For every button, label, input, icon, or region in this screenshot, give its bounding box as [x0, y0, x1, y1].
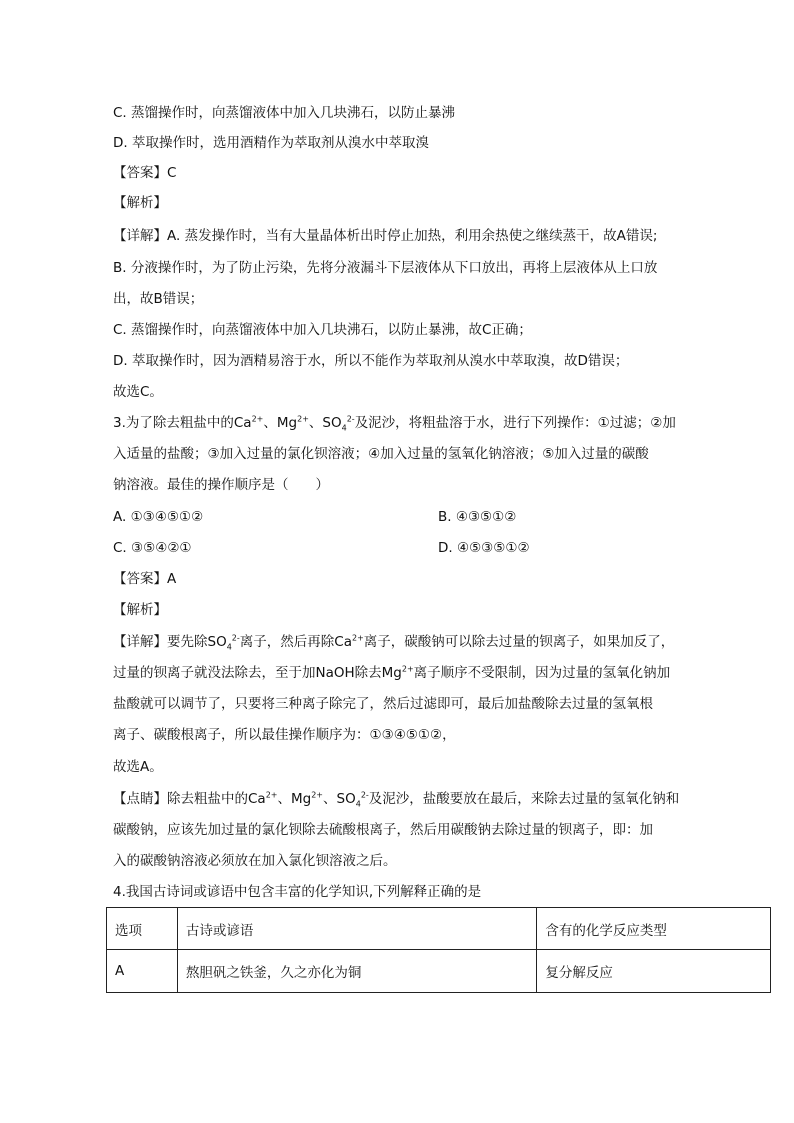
p1-so4-charge: 2-: [360, 790, 369, 800]
explain-line-4: 离子、碳酸根离子，所以最佳操作顺序为：①③④⑤①②，: [113, 727, 456, 743]
header-option: 选项: [107, 908, 178, 950]
detail-line-6: 故选C。: [113, 384, 163, 400]
detail-line-4: C. 蒸馏操作时，向蒸馏液体中加入几块沸石，以防止暴沸，故C正确；: [113, 322, 532, 338]
e2-mg: Mg: [381, 665, 402, 681]
e2-suffix: 离子顺序不受限制，因为过量的氢氧化钠加: [413, 665, 671, 681]
answer-label-2: 【答案】A: [113, 571, 177, 587]
option-d: D. ④⑤③⑤①②: [438, 540, 530, 556]
question-3-line-1: [113, 413, 676, 433]
detail-line-2: B. 分液操作时，为了防止污染，先将分液漏斗下层液体从下口放出，再将上层液体从上口放: [113, 260, 658, 276]
table-row: [107, 950, 771, 993]
so4-subscript: 4: [341, 423, 347, 433]
cell-reaction-type: 复分解反应: [537, 950, 771, 993]
e1-so4-subscript: 4: [226, 642, 232, 652]
header-poem: 古诗或谚语: [177, 908, 536, 950]
e1-so4-charge: 2-: [231, 633, 240, 643]
explain-line-1: [113, 632, 674, 652]
option-a: A. ①③④⑤①②: [113, 509, 204, 525]
q3-sep2: 、SO: [308, 415, 342, 431]
analysis-label-2: 【解析】: [113, 602, 167, 618]
e2-mg-charge: 2+: [401, 664, 414, 674]
question-3-line-2: 入适量的盐酸；③加入过量的氯化钡溶液；④加入过量的氢氧化钠溶液；⑤加入过量的碳酸: [113, 446, 649, 462]
table-header-row: [107, 908, 771, 950]
explain-line-3: 盐酸就可以调节了，只要将三种离子除完了，然后过滤即可，最后加盐酸除去过量的氢氧根: [113, 696, 653, 712]
p1-mg-charge: 2+: [311, 790, 324, 800]
e1-suffix: 离子，碳酸钠可以除去过量的钡离子，如果加反了，: [363, 634, 675, 650]
detail-line-1: 【详解】A. 蒸发操作时，当有大量晶体析出时停止加热，利用余热使之继续蒸干，故A错误;: [113, 228, 658, 244]
detail-line-5: D. 萃取操作时，因为酒精易溶于水，所以不能作为萃取剂从溴水中萃取溴，故D错误；: [113, 353, 629, 369]
p1-suffix: 及泥沙，盐酸要放在最后，来除去过量的氢氧化钠和: [368, 791, 680, 807]
p1-so4-subscript: 4: [355, 799, 361, 809]
e1-mid: 离子，然后再除Ca: [239, 634, 352, 650]
mg-charge: 2+: [297, 414, 309, 424]
ca-charge: 2+: [251, 414, 264, 424]
question-4-table: [106, 907, 771, 993]
option-b: B. ④③⑤①②: [438, 509, 517, 525]
detail-line-3: 出，故B错误；: [113, 291, 204, 307]
option-d-line: D. 萃取操作时，选用酒精作为萃取剂从溴水中萃取溴: [113, 135, 429, 151]
q3-suffix: 及泥沙，将粗盐溶于水，进行下列操作：①过滤；②加: [354, 415, 676, 431]
p1-sep2: 、SO: [323, 791, 356, 807]
question-3-line-3: 钠溶液。最佳的操作顺序是（ ）: [113, 477, 329, 493]
q3-sep1: 、Mg: [263, 415, 298, 431]
analysis-label: 【解析】: [113, 195, 167, 211]
question-4: 4.我国古诗词或谚语中包含丰富的化学知识,下列解释正确的是: [113, 884, 482, 900]
e1-ca-charge: 2+: [351, 633, 364, 643]
e1-prefix: 【详解】要先除SO: [113, 634, 227, 650]
cell-poem: 熬胆矾之铁釜，久之亦化为铜: [177, 950, 536, 993]
q3-prefix: 3.为了除去粗盐中的Ca: [113, 415, 252, 431]
p1-ca-charge: 2+: [265, 790, 278, 800]
option-c: C. ③⑤④②①: [113, 540, 192, 556]
answer-label: 【答案】C: [113, 165, 177, 181]
p1-prefix: 【点睛】除去粗盐中的Ca: [113, 791, 266, 807]
cell-option: A: [107, 950, 178, 993]
key-point-line-3: 入的碳酸钠溶液必须放在加入氯化钡溶液之后。: [113, 853, 397, 869]
p1-sep1: 、Mg: [277, 791, 312, 807]
explain-line-5: 故选A。: [113, 759, 163, 775]
key-point-line-1: [113, 789, 679, 809]
e2-prefix: 过量的钡离子就没法除去，至于加NaOH除去: [113, 665, 382, 681]
explain-line-2: [113, 663, 670, 683]
option-c-line: C. 蒸馏操作时，向蒸馏液体中加入几块沸石，以防止暴沸: [113, 105, 456, 121]
so4-charge: 2-: [346, 414, 355, 424]
key-point-line-2: 碳酸钠，应该先加过量的氯化钡除去硫酸根离子，然后用碳酸钠去除过量的钡离子，即：加: [113, 822, 653, 838]
header-reaction-type: 含有的化学反应类型: [537, 908, 771, 950]
